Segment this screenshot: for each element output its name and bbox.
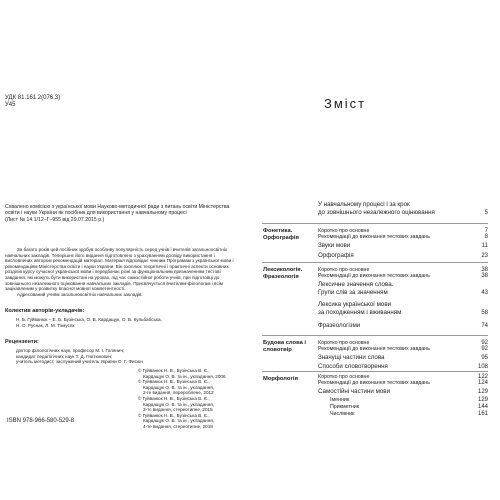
section-label-word-structure: Будова слова і словотвір <box>263 340 307 353</box>
annotation <box>5 247 237 297</box>
copyright-line: 4-те видання, стереотипне, 2018 <box>143 423 213 429</box>
toc-intro <box>318 202 488 222</box>
isbn: ISBN 978-966-580-529-8 <box>7 418 75 424</box>
toc-entry-page: 5 <box>484 210 488 216</box>
section-label-morphology: Морфологія <box>263 376 298 382</box>
authors-heading: Колектив авторів-укладачів: <box>5 308 85 314</box>
copyright-line: Кардащук О. В. та ін., укладання, <box>143 384 215 390</box>
authors-line: Н. О. Руснак, Л. М. Томусяк <box>16 322 75 328</box>
authors-list <box>16 317 236 328</box>
copyright-line: © Гуйванюк Н. В., Бузінська В. Є., <box>138 395 210 401</box>
toc-entry-title: до зовнішнього незалежного оцінювання <box>318 209 435 216</box>
copyright-line: Кардащук О. В. та ін., укладання, <box>143 418 215 424</box>
reviewer-line: кандидат педагогічних наук Т. Д. Гнатюкович; <box>16 353 113 359</box>
toc-title: Зміст <box>324 96 367 111</box>
udk-code: УДК 81.161.2(076.3) <box>5 95 61 101</box>
section-label-phonetics: Фонетика. Орфографія <box>263 228 299 241</box>
section-entries-word-structure: Коротко про основне 92 Рекомендації до виконання тестових завдань 92 Значущі частини слова 95 Способи словотворення 108 <box>318 340 488 370</box>
approval-statement <box>5 204 237 223</box>
copyright-block <box>138 368 248 430</box>
copyright-line: © Гуйванюк Н. В., Бузінська В. Є., <box>138 368 210 373</box>
copyright-line: © Гуйванюк Н. В., Бузінська В. Є., <box>138 379 210 385</box>
section-divider <box>262 223 488 224</box>
approval-ref: (Лист № 14.1/12–Г–955 від 29.07.2015 р.) <box>5 216 105 223</box>
section-divider <box>262 371 488 372</box>
reviewers-list <box>16 348 236 365</box>
section-entries-morphology: Коротко про основне 122 Рекомендації до виконання тестових завдань 124 Самостійні частини мови 129 Іменник 129 Прикметник 144 Числівник 161 <box>318 374 488 417</box>
toc-entry-title: У навчальному процесі і за крок <box>318 201 410 208</box>
section-entries-lexicology: Коротко про основне 38 Рекомендації до виконання тестових завдань 38 Лексичне значення слова. Групи слів за значенням 43 Лексика української мови за походженням і вживанням 58 Фразеологізми 74 <box>318 267 488 329</box>
section-divider <box>262 262 488 263</box>
section-entries-phonetics: Коротко про основне 7 Рекомендації до виконання тестових завдань 8 Звуки мови 11 Орфографія 23 <box>318 228 488 259</box>
annotation-text-2: Адресований учням загальноосвітніх навчальних закладів. <box>17 291 143 297</box>
copyright-line: 3-тє видання, стереотипне, 2015 <box>143 407 213 413</box>
reviewer-line: доктор філологічних наук, професор М. І. Голянич; <box>16 348 125 353</box>
copyright-line: Кардащук О. В. та ін., укладання, <box>143 401 215 407</box>
reviewers-heading: Рецензенти: <box>5 339 39 345</box>
section-label-lexicology: Лексикологія. Фразеологія <box>263 267 303 280</box>
udk-block <box>5 95 60 109</box>
section-divider <box>262 335 488 336</box>
annotation-text: За багато років цей посібник здобув особливу популярність серед учнів і вчителів загальноосвітніх навчальних закладів. Теперішнє його видання підготовлено з урахуванням досвіду використання і висловлених автором рекомендацій матеріал. Матеріал відповідає чинним Програмам з української мови і рекомендаціям Міністерства освіти і науки України. Він охоплює теоретичні і практичні аспекти основних розділів курсу сучасної української мови і передбачає різні за функціональним призначенням тестові завдання, які можуть бути використані на уроках, під час самостійної роботи учнів, при підготовці до зовнішнього незалежного оцінювання навчальних закладів. Присвячується вчителям-філологам і всім зацікавленим у розвитку власної мовної компетентності. <box>5 247 234 292</box>
copyright-line: © Гуйванюк Н. В., Бузінська В. Є., <box>138 412 210 418</box>
copyright-line: 2-ге видання, перероблене, 2012 <box>143 390 214 396</box>
reviewer-line: учитель методист, заслужений учитель України О. Г. Фисюн <box>16 359 143 365</box>
authors-line: Н. Б. Гуйванюк – Е. Б. Бузінська, О. В. Кардащук, О. В. Кульбабська, <box>16 317 162 322</box>
udk-index: У45 <box>5 102 16 108</box>
approval-text: Схвалено комісією з української мови Науково-методичної ради з питань освіти Міністерства освіти і науки України як посібник для використання у навчальному процесі <box>5 204 230 217</box>
copyright-line: Кардащук О. В. та ін., укладання, 2006 <box>143 373 226 379</box>
